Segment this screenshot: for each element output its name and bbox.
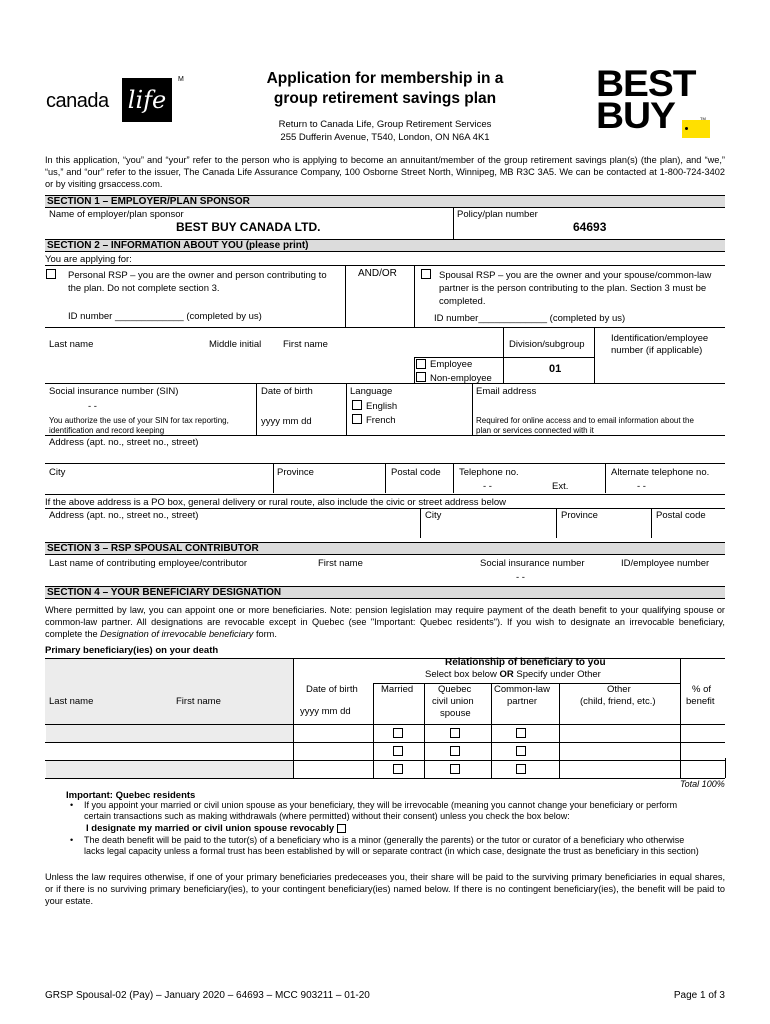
- non-employee-label: Non-employee: [430, 373, 492, 384]
- address-label: Address (apt. no., street no., street): [49, 437, 199, 448]
- province2-label: Province: [561, 510, 598, 521]
- applying-for-label: You are applying for:: [45, 254, 132, 265]
- pct-header-1: % of: [692, 684, 712, 695]
- and-or-label: AND/OR: [358, 268, 397, 279]
- canada-life-trademark: M: [178, 76, 184, 83]
- married-header: Married: [381, 684, 414, 695]
- section-4-para-1: Where permitted by law, you can appoint one or more beneficiaries. Note: pension legislation may require payment of the death benefit to your qualifying spouse or common-law partner. All designations are revocable except in Quebec (see "Important: Quebec residents"). If you wish to designate an irrevocable beneficiary, complete the: [45, 605, 725, 639]
- policy-label: Policy/plan number: [457, 209, 538, 220]
- title-line-1: Application for membership in a: [266, 70, 504, 87]
- quebec-header-2: civil union: [432, 696, 474, 707]
- contributor-first-name-label: First name: [318, 558, 363, 569]
- section-3-header: SECTION 3 – RSP SPOUSAL CONTRIBUTOR: [45, 542, 725, 554]
- canada-life-logo: [46, 78, 186, 128]
- row1-common-law-checkbox[interactable]: [516, 728, 526, 738]
- personal-rsp-line-1: Personal RSP – you are the owner and person contributing to: [68, 270, 327, 281]
- canada-life-wordmark: canada: [46, 90, 109, 112]
- employer-value[interactable]: BEST BUY CANADA LTD.: [176, 220, 321, 234]
- contributor-id-label: ID/employee number: [621, 558, 710, 569]
- policy-value[interactable]: 64693: [573, 220, 607, 234]
- intro-paragraph: In this application, “you” and “your” refer to the person who is applying to become an annuitant/member of the group retirement savings plan(s) (the plan), and “we,” “us,” and “our” refer to the issuer, The Canada Life Assurance Company, 100 Osborne Street North, Winnipeg, MB R3C 3A5. We can be contacted at 1-800-724-3402 or by visiting grsaccess.com.: [45, 155, 725, 189]
- french-checkbox[interactable]: [352, 414, 362, 424]
- best-buy-tag-icon: [682, 120, 710, 138]
- return-line-1: Return to Canada Life, Group Retirement Services: [278, 119, 492, 130]
- telephone-label: Telephone no.: [459, 467, 519, 478]
- city2-label: City: [425, 510, 442, 521]
- id-number-right: ID number_____________ (completed by us): [434, 313, 626, 324]
- ben-dob-header: Date of birth: [306, 684, 358, 695]
- spousal-rsp-line-2: partner is the person contributing to the plan. Section 3 must be: [439, 283, 707, 294]
- form-title: [240, 69, 530, 109]
- row2-quebec-checkbox[interactable]: [450, 746, 460, 756]
- email-note-2: plan or services connected with it: [476, 426, 594, 435]
- division-value[interactable]: 01: [549, 363, 562, 375]
- other-header-1: Other: [607, 684, 631, 695]
- designate-revocably-label: I designate my married or civil union spouse revocably: [86, 823, 335, 834]
- quebec-header-1: Quebec: [438, 684, 472, 695]
- irrevocable-form-name: Designation of irrevocable beneficiary: [100, 629, 254, 639]
- best-buy-wordmark: [596, 63, 696, 136]
- id-number-left: ID number _____________ (completed by us): [68, 311, 262, 322]
- designate-revocably-row: [66, 822, 706, 835]
- employee-checkbox[interactable]: [416, 359, 426, 369]
- ben-last-name-header: Last name: [49, 696, 94, 707]
- province-label: Province: [277, 467, 314, 478]
- best-buy-line-1: BEST: [596, 63, 696, 104]
- address2-label: Address (apt. no., street no., street): [49, 510, 199, 521]
- final-paragraph: Unless the law requires otherwise, if one of your primary beneficiaries predeceases you, their share will be paid to the surviving primary beneficiaries in equal shares, or if there is no surviving primary beneficiary(ies), to your contingent beneficiary(ies) named below. If there is no contingent beneficiary(ies), the benefit will be paid to your estate.: [45, 872, 725, 906]
- contributor-sin-dashes[interactable]: - -: [516, 572, 525, 583]
- sin-dashes[interactable]: - -: [88, 401, 97, 412]
- postal2-label: Postal code: [656, 510, 706, 521]
- employee-label: Employee: [430, 359, 473, 370]
- page-number: Page 1 of 3: [673, 990, 725, 1001]
- row3-common-law-checkbox[interactable]: [516, 764, 526, 774]
- or-text: OR: [499, 669, 514, 680]
- section-4-paragraph: [45, 604, 725, 640]
- row2-married-checkbox[interactable]: [393, 746, 403, 756]
- contributor-last-name-label: Last name of contributing employee/contributor: [49, 558, 248, 569]
- sin-label: Social insurance number (SIN): [49, 386, 179, 397]
- return-address: [240, 118, 530, 144]
- ext-label: Ext.: [552, 481, 569, 492]
- postal-code-label: Postal code: [391, 467, 441, 478]
- title-line-2: group retirement savings plan: [273, 90, 497, 107]
- email-note-1: Required for online access and to email information about the: [476, 416, 694, 425]
- pct-header-2: benefit: [686, 696, 715, 707]
- common-law-header-2: partner: [507, 696, 538, 707]
- best-buy-line-2: BUY: [596, 95, 675, 136]
- ben-first-name-header: First name: [176, 696, 221, 707]
- return-line-2: 255 Dufferin Avenue, T540, London, ON N6A 4K1: [280, 132, 490, 143]
- quebec-header-3: spouse: [440, 708, 471, 719]
- section-4-para-2: form.: [253, 629, 277, 639]
- ident-emp-line-2: number (if applicable): [611, 345, 703, 356]
- primary-beneficiary-label: Primary beneficiary(ies) on your death: [45, 645, 219, 656]
- best-buy-logo: [596, 63, 716, 138]
- quebec-bullets: [66, 800, 706, 857]
- ident-emp-line-1: Identification/employee: [611, 333, 709, 344]
- employer-label: Name of employer/plan sponsor: [49, 209, 184, 220]
- city-label: City: [49, 467, 66, 478]
- quebec-bullet-2: • The death benefit will be paid to the tutor(s) of a beneficiary who is a minor (generally the parents) or the tutor or curator of a beneficiary who otherwise lacks legal capacity unless a formal trust has been established by will or separate contract (in which case, designate the trust as beneficiary in this section): [66, 835, 706, 857]
- spousal-rsp-line-1: Spousal RSP – you are the owner and your spouse/common-law: [439, 270, 712, 281]
- email-label: Email address: [476, 386, 537, 397]
- section-2-header: SECTION 2 – INFORMATION ABOUT YOU (please print): [45, 239, 725, 251]
- personal-rsp-line-2: the plan. Do not complete section 3.: [68, 283, 220, 294]
- dob-format[interactable]: yyyy mm dd: [261, 416, 312, 427]
- other-header-2: (child, friend, etc.): [580, 696, 656, 707]
- non-employee-checkbox[interactable]: [416, 372, 426, 382]
- personal-rsp-checkbox[interactable]: [46, 269, 56, 279]
- po-box-note: If the above address is a PO box, general delivery or rural route, also include the civic or street address below: [45, 497, 506, 508]
- best-buy-trademark: TM: [700, 116, 706, 121]
- designate-revocably-checkbox[interactable]: [337, 824, 346, 833]
- canada-life-script: life: [122, 78, 172, 122]
- spousal-rsp-line-3: completed.: [439, 296, 486, 307]
- total-label: Total 100%: [680, 779, 725, 789]
- spousal-rsp-checkbox[interactable]: [421, 269, 431, 279]
- contributor-sin-label: Social insurance number: [480, 558, 585, 569]
- alt-telephone-label: Alternate telephone no.: [611, 467, 710, 478]
- row3-married-checkbox[interactable]: [393, 764, 403, 774]
- first-name-label: First name: [283, 339, 328, 350]
- english-label: English: [366, 401, 398, 412]
- row1-married-checkbox[interactable]: [393, 728, 403, 738]
- quebec-bullet-1: • If you appoint your married or civil union spouse as your beneficiary, they will be irrevocable (meaning you cannot change your beneficiary or perform certain transactions such as making withdrawals (where permitted) without their consent) unless you check the box below:: [66, 800, 706, 822]
- language-label: Language: [350, 386, 393, 397]
- row2-common-law-checkbox[interactable]: [516, 746, 526, 756]
- middle-initial-label: Middle initial: [209, 339, 262, 350]
- row1-quebec-checkbox[interactable]: [450, 728, 460, 738]
- row3-quebec-checkbox[interactable]: [450, 764, 460, 774]
- sin-note-1: You authorize the use of your SIN for tax reporting,: [49, 416, 229, 425]
- last-name-label: Last name: [49, 339, 94, 350]
- select-box-text: Select box below: [425, 669, 500, 680]
- specify-other-text: Specify under Other: [513, 669, 601, 680]
- french-label: French: [366, 415, 396, 426]
- ben-dob-format: yyyy mm dd: [300, 706, 351, 717]
- dob-label: Date of birth: [261, 386, 313, 397]
- quebec-residents-heading: Important: Quebec residents: [66, 790, 196, 801]
- footer-code: GRSP Spousal-02 (Pay) – January 2020 – 64693 – MCC 903211 – 01-20: [45, 990, 370, 1001]
- common-law-header-1: Common-law: [494, 684, 550, 695]
- sin-note-2: identification and record keeping: [49, 426, 165, 435]
- section-4-header: SECTION 4 – YOUR BENEFICIARY DESIGNATION: [45, 586, 725, 598]
- alt-telephone-dashes[interactable]: - -: [637, 481, 646, 492]
- division-label: Division/subgroup: [509, 339, 585, 350]
- telephone-dashes[interactable]: - -: [483, 481, 492, 492]
- relationship-title: Relationship of beneficiary to you: [445, 657, 606, 668]
- english-checkbox[interactable]: [352, 400, 362, 410]
- section-1-header: SECTION 1 – EMPLOYER/PLAN SPONSOR: [45, 195, 725, 207]
- relationship-subtitle: [425, 669, 601, 680]
